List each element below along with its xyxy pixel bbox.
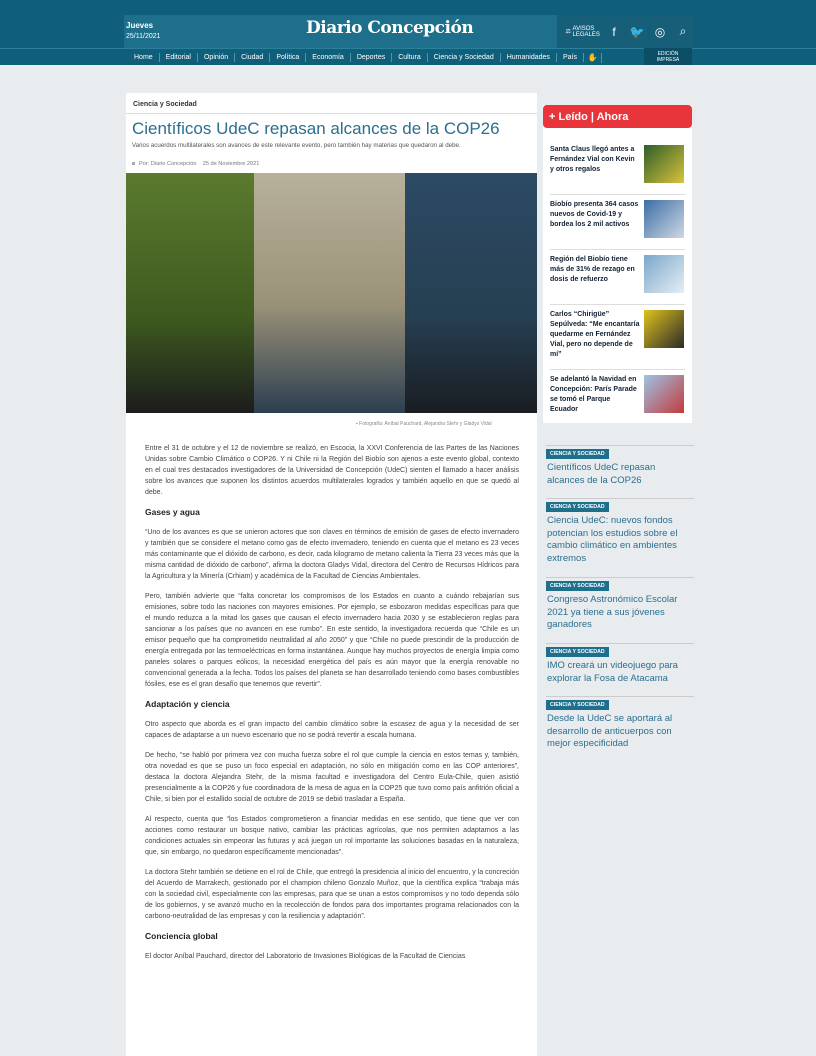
photo-caption: ▪ Fotografía: Aníbal Pauchard, Alejandra Stehr y Gladys Vidal	[356, 421, 492, 427]
article-title: Científicos UdeC repasan alcances de la COP26	[132, 119, 500, 138]
article-author: Por: Diario Concepción	[139, 161, 197, 167]
article-body	[145, 443, 519, 971]
article-photo	[126, 173, 537, 413]
divider	[126, 113, 537, 114]
edicion-impresa-button[interactable]: EDICIÓN IMPRESA	[644, 48, 692, 65]
nav-humanidades[interactable]: Humanidades	[501, 53, 557, 62]
nav-economia[interactable]: Economía	[306, 53, 351, 62]
related-item[interactable]	[546, 445, 696, 495]
category-tag[interactable]: CIENCIA Y SOCIEDAD	[546, 647, 609, 657]
thumbnail	[644, 310, 684, 348]
thumbnail	[644, 375, 684, 413]
twitter-icon[interactable]: 🐦	[625, 15, 648, 48]
bullet-icon	[132, 162, 135, 165]
subheading: Gases y agua	[145, 507, 200, 517]
related-item[interactable]	[546, 498, 696, 573]
category-tag[interactable]: CIENCIA Y SOCIEDAD	[546, 581, 609, 591]
nav-cultura[interactable]: Cultura	[392, 53, 428, 62]
subheading: Conciencia global	[145, 931, 218, 941]
nav-list	[128, 49, 602, 66]
divider	[546, 498, 694, 499]
nav-ciudad[interactable]: Ciudad	[235, 53, 270, 62]
thumbnail	[644, 200, 684, 238]
gavel-icon: ⚖	[565, 29, 573, 35]
divider	[546, 577, 694, 578]
main-nav	[0, 48, 816, 65]
article-meta	[132, 161, 259, 167]
paragraph: De hecho, “se habló por primera vez con mucha fuerza sobre el rol que cumple la ciencia en estos temas y, también, otra novedad es que se puso un foco especial en adaptación, no sólo en mitigación como en las COP anteriores”, destaca la doctora Alejandra Stehr, de la misma facultad e investigadora del Centro Eula-Chile, quien asistió presencialmente a la COP26 y fue coordinadora de la mesa de agua en la COP25 que tuvo como país anfitrión oficial a Chile, si bien por el estallido social de octubre de 2019 se debió trasladar a España.	[145, 752, 519, 803]
instagram-icon[interactable]: ◎	[648, 15, 671, 48]
date: 25/11/2021	[126, 33, 161, 40]
mas-leido-item[interactable]: Región del Biobío tiene más de 31% de rezago en dosis de refuerzo	[550, 255, 685, 305]
article	[126, 93, 537, 1056]
mas-leido-box	[543, 105, 692, 423]
photo-pauchard	[126, 173, 254, 413]
divider	[546, 643, 694, 644]
article-subtitle: Varios acuerdos multilaterales son avances de este relevante evento, pero también hay materias que quedaron al debe.	[132, 142, 461, 149]
nav-editorial[interactable]: Editorial	[160, 53, 198, 62]
thumbnail	[644, 145, 684, 183]
photo-stehr	[254, 173, 405, 413]
mas-leido-item[interactable]: Carlos “Chirigüe” Sepúlveda: “Me encantaría quedarme en Fernández Vial, pero no depende de mí”	[550, 310, 685, 370]
date-block	[126, 21, 161, 42]
paragraph: Al respecto, cuenta que “los Estados comprometieron a financiar medidas en ese sentido, que tiene que ver con acciones como restaurar un bosque nativo, cambiar las prácticas agrícolas, que nos permiten adaptarnos a las condiciones actuales sin empeorar las futuras y acá juegan un rol importante las soluciones basadas en la naturaleza, que, sin embargo, no quedaron específicamente mencionadas”.	[145, 816, 519, 856]
header-tools	[557, 15, 694, 48]
article-date: 25 de Noviembre 2021	[202, 161, 260, 167]
related-item[interactable]	[546, 577, 696, 639]
divider	[546, 445, 694, 446]
nav-ciencia[interactable]: Ciencia y Sociedad	[428, 53, 501, 62]
related-title[interactable]: Científicos UdeC repasan alcances de la COP26	[547, 462, 656, 486]
nav-deportes[interactable]: Deportes	[351, 53, 392, 62]
related-item[interactable]	[546, 643, 696, 693]
paragraph: Entre el 31 de octubre y el 12 de noviembre se realizó, en Escocia, la XXVI Conferencia de las Partes de las Naciones Unidas sobre Cambio Climático o COP26. Y ni Chile ni la Región del Biobío son ajenos a este evento global, contexto en el cual tres destacados investigadores de la Universidad de Concepción (UdeC) sienten el llamado a hacer análisis sobre los avances que suponen los distintos acuerdos multilaterales logrados y también aquello en que se quedó al debe.	[145, 445, 519, 496]
related-item[interactable]	[546, 696, 696, 758]
category-tag[interactable]: CIENCIA Y SOCIEDAD	[546, 449, 609, 459]
category-tag[interactable]: CIENCIA Y SOCIEDAD	[546, 700, 609, 710]
related-title[interactable]: Desde la UdeC se aportará al desarrollo de anticuerpos con mejor especificidad	[547, 713, 673, 749]
related-title[interactable]: Congreso Astronómico Escolar 2021 ya tiene a sus jóvenes ganadores	[547, 594, 678, 630]
related-title[interactable]: Ciencia UdeC: nuevos fondos potencian los estudios sobre el cambio climático en ambientes extremos	[547, 515, 678, 564]
facebook-icon[interactable]: f	[602, 15, 625, 48]
paragraph: La doctora Stehr también se detiene en el rol de Chile, que entregó la presidencia al inicio del encuentro, y la concreción del Acuerdo de Marrakech, gestionado por el champion chileno Gonzalo Muñoz, que la científica explica “trabaja más con la sociedad civil, especialmente con las empresas, para que se unan a estos compromisos y no todo dependa sólo de los gobiernos, y se avanzó mucho en la recolección de fondos para dos importantes programa relacionados con la carbono-neutralidad de las empresas y con la resiliencia y adaptación”.	[145, 869, 519, 920]
site-logo[interactable]: Diario Concepción	[306, 18, 474, 38]
nav-home[interactable]: Home	[128, 53, 160, 62]
divider	[546, 696, 694, 697]
avisos-legales-button[interactable]: ⚖ AVISOS LEGALES	[557, 15, 602, 48]
nav-politica[interactable]: Política	[270, 53, 306, 62]
category-tag[interactable]: CIENCIA Y SOCIEDAD	[546, 502, 609, 512]
thumbnail	[644, 255, 684, 293]
subheading: Adaptación y ciencia	[145, 699, 230, 709]
handshake-icon[interactable]: ✋	[584, 53, 602, 63]
related-title[interactable]: IMO creará un videojuego para explorar la Fosa de Atacama	[547, 660, 678, 684]
day: Jueves	[126, 21, 154, 30]
mas-leido-item[interactable]: Santa Claus llegó antes a Fernández Vial con Kevin y otros regalos	[550, 145, 685, 195]
paragraph: El doctor Aníbal Pauchard, director del Laboratorio de Invasiones Biológicas de la Facultad de Ciencias	[145, 953, 466, 960]
search-icon[interactable]: ⌕	[671, 15, 694, 48]
photo-vidal	[405, 173, 537, 413]
paragraph: Otro aspecto que aborda es el gran impacto del cambio climático sobre la escasez de agua y la necesidad de ser capaces de adaptarse a un nuevo escenario que no se podrá revertir a escala humana.	[145, 721, 519, 739]
mas-leido-item[interactable]: Se adelantó la Navidad en Concepción: París Parade se tomó el Parque Ecuador	[550, 375, 685, 425]
nav-pais[interactable]: País	[557, 53, 584, 62]
article-section[interactable]: Ciencia y Sociedad	[133, 101, 197, 108]
paragraph: “Uno de los avances es que se unieron actores que son claves en términos de emisión de gases de efecto invernadero y también que se considere el metano como gas de efecto invernadero, teniendo en cuenta que el metano es 23 veces más contaminante que el dióxido de carbono, es decir, cada kilogramo de metano calienta la Tierra 23 veces más que la misma cantidad de dióxido de carbono”, afirma la doctora Gladys Vidal, directora del Centro de Recursos Hídricos para la Agricultura y la Minería (Crhiam) y académica de la Facultad de Ciencias Ambientales.	[145, 529, 519, 580]
mas-leido-title: + Leído | Ahora	[543, 105, 692, 128]
paragraph: Pero, también advierte que “falta concretar los compromisos de los Estados en cuanto a cuándo rebajarían sus emisiones, sobre todo las naciones con mayores emisiones. Por ejemplo, se esbozaron medidas específicas para que el mundo reduzca a la mitad los gases que causan el efecto invernadero hacia 2030 y se establecieron reglas para sancionar a los países que no avancen en ese rumbo”. En este sentido, la investigadora recuerda que “Chile es un emisor pequeño que ha comprometido neutralidad al año 2050” y que “Chile no puede prescindir de la producción de energía entregada por las termoeléctricas en forma instantánea. Aunque hay muchos proyectos de energía limpia como paneles solares o parques eólicos, la necesidad energética del país es aún mayor que la energía renovable no convencional generada a la fecha. Todos los países del planeta se han desarrollado teniendo como bases combustibles fósiles, ese es el gran desafío que tenemos que revertir”.	[145, 593, 519, 688]
nav-opinion[interactable]: Opinión	[198, 53, 235, 62]
mas-leido-item[interactable]: Biobío presenta 364 casos nuevos de Covid-19 y bordea los 2 mil activos	[550, 200, 685, 250]
